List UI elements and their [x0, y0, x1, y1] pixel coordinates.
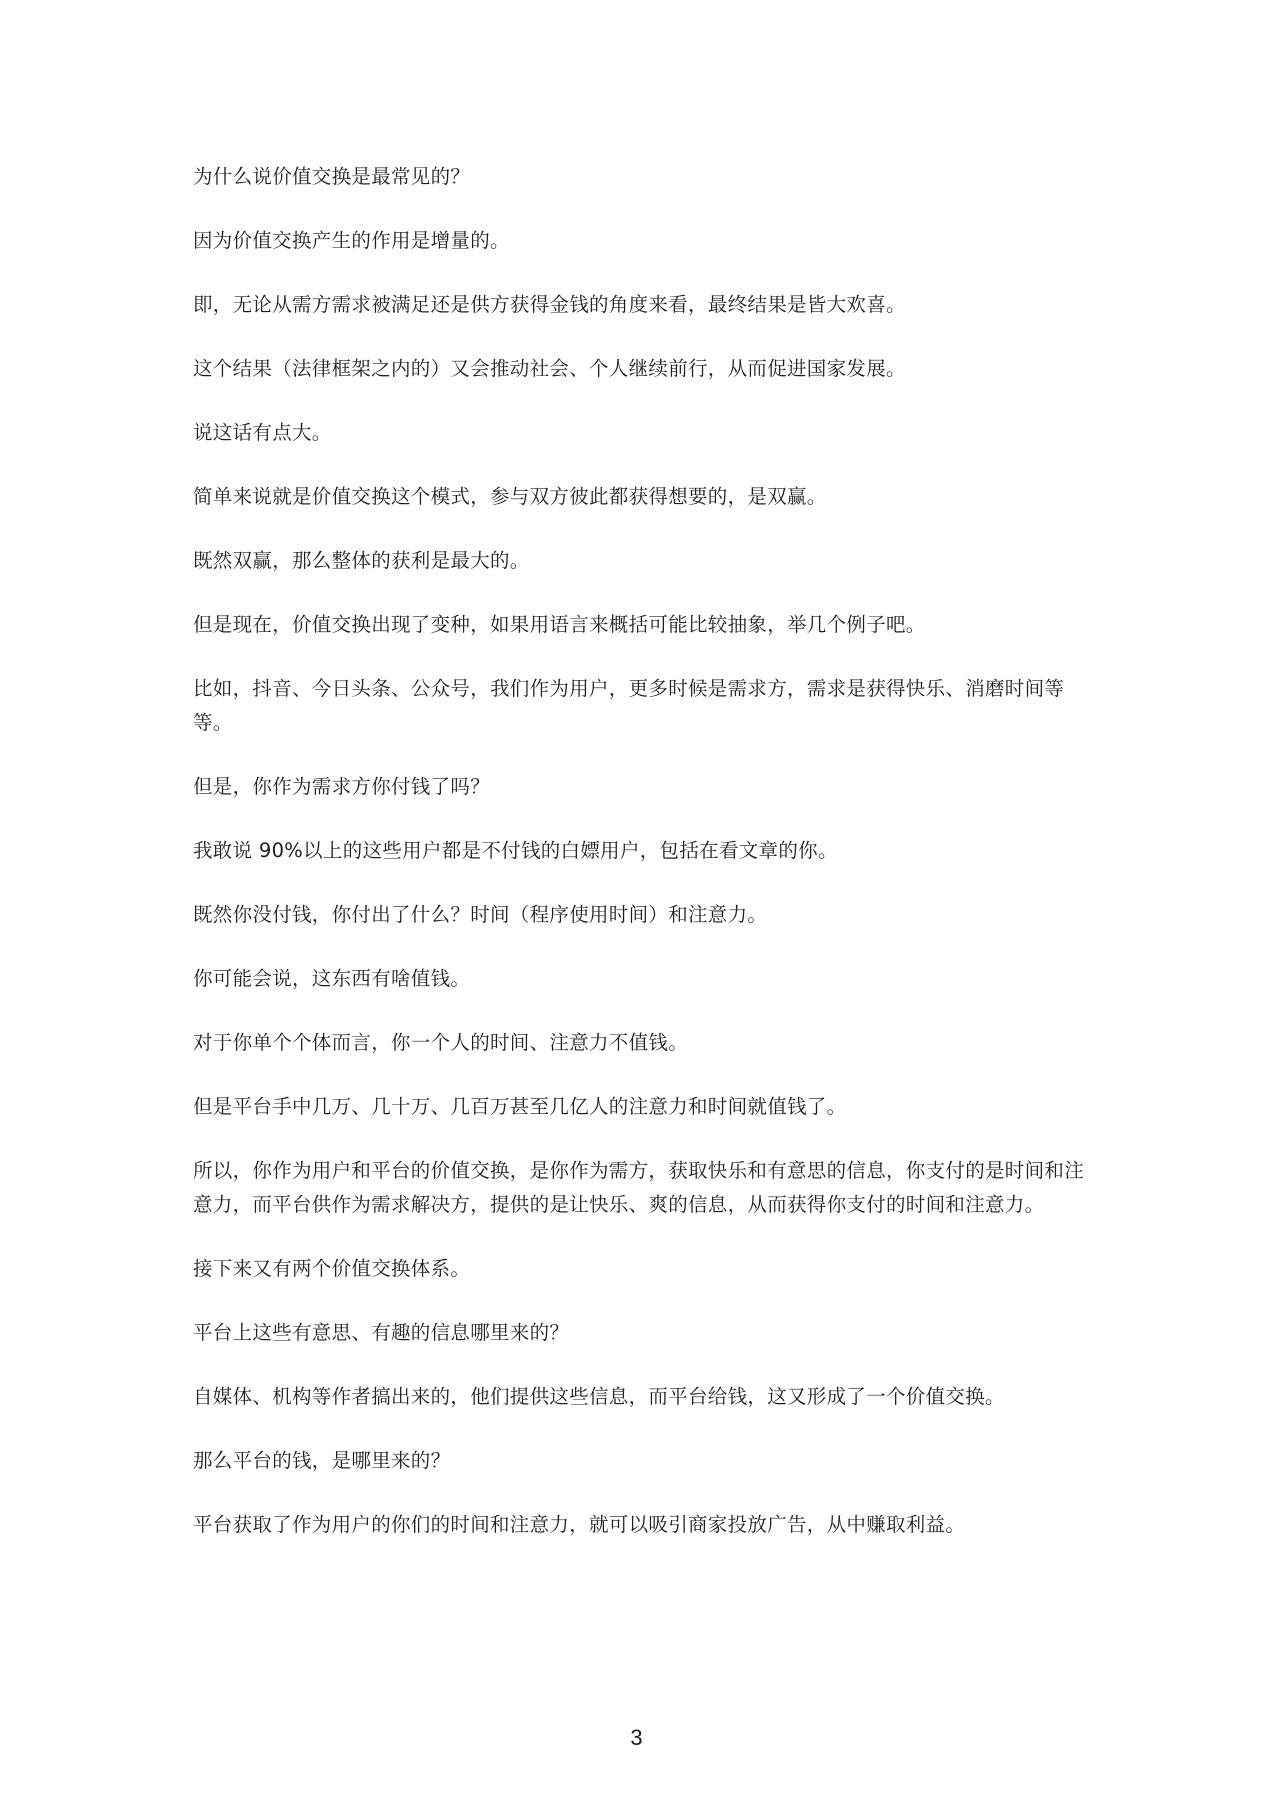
paragraph: 说这话有点大。 — [193, 421, 332, 444]
paragraph: 平台获取了作为用户的你们的时间和注意力，就可以吸引商家投放广告，从中赚取利益。 — [193, 1513, 966, 1536]
paragraph: 既然你没付钱，你付出了什么？时间（程序使用时间）和注意力。 — [193, 903, 768, 926]
paragraph: 你可能会说，这东西有啥值钱。 — [193, 967, 471, 990]
page-number: 3 — [630, 1725, 643, 1750]
paragraph: 接下来又有两个价值交换体系。 — [193, 1257, 471, 1280]
paragraph: 为什么说价值交换是最常见的？ — [193, 165, 471, 188]
paragraph: 但是，你作为需求方你付钱了吗？ — [193, 775, 491, 798]
paragraph: 但是现在，价值交换出现了变种，如果用语言来概括可能比较抽象，举几个例子吧。 — [193, 613, 926, 636]
paragraph: 因为价值交换产生的作用是增量的。 — [193, 229, 510, 252]
paragraph: 但是平台手中几万、几十万、几百万甚至几亿人的注意力和时间就值钱了。 — [193, 1095, 847, 1118]
paragraph: 比如，抖音、今日头条、公众号，我们作为用户，更多时候是需求方，需求是获得快乐、消磨时间等等。 — [193, 677, 1065, 734]
paragraph: 这个结果（法律框架之内的）又会推动社会、个人继续前行，从而促进国家发展。 — [193, 357, 906, 380]
paragraph: 自媒体、机构等作者搞出来的，他们提供这些信息，而平台给钱，这又形成了一个价值交换。 — [193, 1385, 1005, 1408]
paragraph: 对于你单个个体而言，你一个人的时间、注意力不值钱。 — [193, 1031, 689, 1054]
paragraph: 所以，你作为用户和平台的价值交换，是你作为需方，获取快乐和有意思的信息，你支付的是时间和注意力，而平台供作为需求解决方，提供的是让快乐、爽的信息，从而获得你支付的时间和注意力。 — [193, 1159, 1085, 1216]
paragraph: 简单来说就是价值交换这个模式，参与双方彼此都获得想要的，是双赢。 — [193, 485, 827, 508]
paragraph: 平台上这些有意思、有趣的信息哪里来的？ — [193, 1321, 570, 1344]
body-text — [193, 160, 1098, 1572]
paragraph: 既然双赢，那么整体的获利是最大的。 — [193, 549, 530, 572]
paragraph: 那么平台的钱，是哪里来的？ — [193, 1449, 451, 1472]
paragraph: 我敢说 90%以上的这些用户都是不付钱的白嫖用户，包括在看文章的你。 — [193, 839, 838, 862]
paragraph: 即，无论从需方需求被满足还是供方获得金钱的角度来看，最终结果是皆大欢喜。 — [193, 293, 906, 316]
